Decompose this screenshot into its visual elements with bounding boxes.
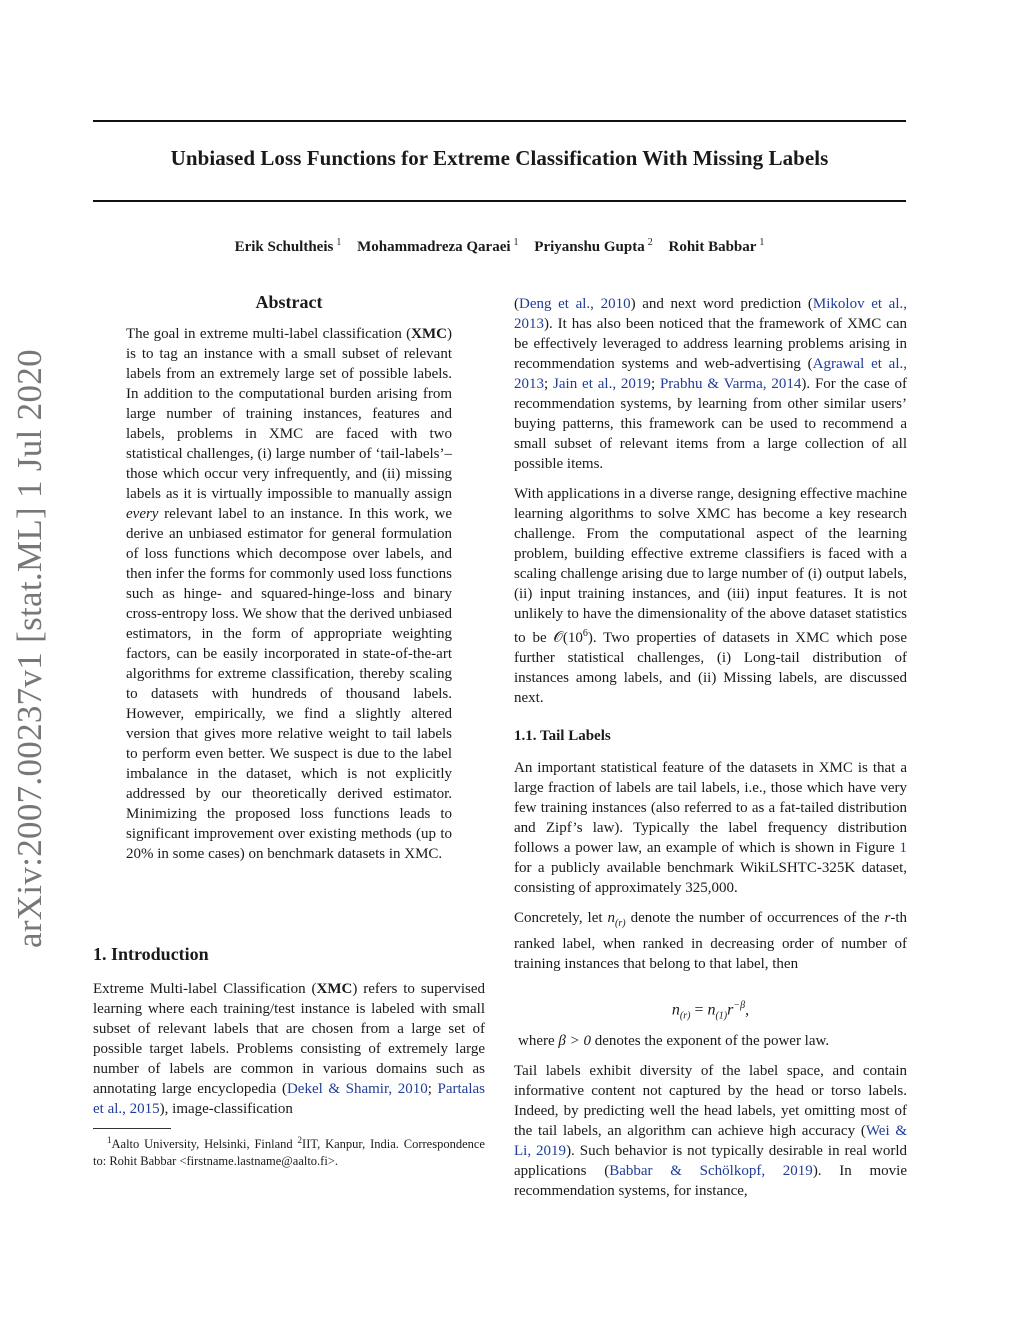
tail-labels-body-2 <box>514 1031 907 1201</box>
citation-link[interactable]: Jain et al., 2019 <box>553 376 651 392</box>
author: Mohammadreza Qaraei $^1$ <box>357 237 519 255</box>
citation-link[interactable]: Dekel & Shamir, 2010 <box>286 1081 428 1097</box>
right-paragraph-2: With applications in a diverse range, designing effective machine learning algorithms to solve XMC has become a key research challenge. From the computational aspect of the learning problem, building effective extreme classifiers is faced with a scaling challenge arising due to large number of (i) output labels, (ii) input training instances, and (iii) input features. It is not unlikely to have the dimensionality of the above dataset statistics to be $𝒪(10^6)$. Two properties of datasets in XMC which pose further statistical challenges, (i) Long-tail distribution of instances among labels, and (ii) Missing labels, are discussed next. <box>514 486 908 706</box>
citation-link[interactable]: Partalas et al., 2015 <box>93 1081 485 1117</box>
tail-paragraph-2: Concretely, let $n_{(r)}$ denote the number of occurrences of the r-th ranked label, when ranked in decreasing order of number of training instances that belong to that label, then <box>514 910 908 972</box>
tail-paragraph-3: Tail labels exhibit diversity of the label space, and contain informative content not captured by the head or torso labels. Indeed, by predicting well the head labels, yet omitting most of the tail labels, an algorithm can achieve high accuracy (Wei & Li, 2019). Such behavior is not typically desirable in real world applications (Babbar & Schölkopf, 2019). In movie recommendation systems, for instance, <box>514 1063 908 1199</box>
affiliation-footnote: $^1$Aalto University, Helsinki, Finland $^2$IIT, Kanpur, India. Correspondence to: Rohit Babbar <firstname.lastname@aalto.fi>. <box>93 1135 485 1169</box>
citation-link[interactable]: Prabhu & Varma, 2014 <box>659 376 802 392</box>
citation-link[interactable]: Deng et al., 2010 <box>519 296 631 312</box>
citation-link[interactable]: Agrawal et al., 2013 <box>514 356 908 392</box>
title-rule-top <box>93 120 906 122</box>
author: Priyanshu Gupta $^2$ <box>534 237 653 255</box>
figure-link[interactable]: 1 <box>899 840 907 856</box>
where-line: where β > 0 denotes the exponent of the power law. <box>518 1033 830 1049</box>
citation-link[interactable]: Babbar & Schölkopf, 2019 <box>609 1163 813 1179</box>
author: Rohit Babbar $^1$ <box>668 237 765 255</box>
author: Erik Schultheis $^1$ <box>234 237 342 255</box>
footnote-rule <box>93 1128 171 1129</box>
right-column-top <box>514 294 907 708</box>
intro-paragraph: Extreme Multi-label Classification (XMC) refers to supervised learning where each training/test instance is labeled with small subset of relevant labels that are chosen from a large set of possible target labels. Problems consisting of extremely large number of labels are common in various domains such as annotating large encyclopedia (Dekel & Shamir, 2010; Partalas et al., 2015), image-classification <box>93 981 485 1117</box>
abstract-paragraph: The goal in extreme multi-label classification (XMC) is to tag an instance with a small subset of relevant labels from an extremely large set of possible labels. In addition to the computational burden arising from large number of training instances, features and labels, problems in XMC are faced with two statistical challenges, (i) large number of ‘tail-labels’– those which occur very infrequently, and (ii) missing labels as it is virtually impossible to manually assign every relevant label to an instance. In this work, we derive an unbiased estimator for general formulation of loss functions which decompose over labels, and then infer the forms for commonly used loss functions such as hinge- and squared-hinge-loss and binary cross-entropy loss. We show that the derived unbiased estimators, in the form of appropriate weighting factors, can be easily incorporated in state-of-the-art algorithms for extreme classification, thereby scaling to datasets with hundreds of thousand labels. However, empirically, we find a slightly altered version that gives more relative weight to tail labels to perform even better. We suspect is due to the label imbalance in the dataset, which is not explicitly addressed by our theoretically derived estimator. Minimizing the proposed loss functions leads to significant improvement over existing methods (up to 20% in some cases) on benchmark datasets in XMC. <box>126 326 452 862</box>
arxiv-identifier: arXiv:2007.00237v1 [stat.ML] 1 Jul 2020 <box>10 349 49 948</box>
title-rule-bottom <box>93 200 906 202</box>
citation-link[interactable]: Mikolov et al., 2013 <box>514 296 907 332</box>
abstract-heading: Abstract <box>255 292 323 312</box>
tail-labels-heading: 1.1. Tail Labels <box>514 728 611 744</box>
tail-paragraph-1: An important statistical feature of the datasets in XMC is that a large fraction of labels are tail labels, i.e., those which have very few training instances (also referred to as a fat-tailed distribution and Zipf’s law). Typically the label frequency distribution follows a power law, an example of which is shown in Figure 1 for a publicly available benchmark WikiLSHTC-325K dataset, consisting of approximately 325,000. <box>514 760 907 896</box>
tail-labels-body <box>514 758 907 974</box>
abstract-body <box>126 324 452 864</box>
citation-link[interactable]: Wei & Li, 2019 <box>514 1123 908 1159</box>
introduction-heading: 1. Introduction <box>93 944 209 964</box>
author-list <box>93 237 906 256</box>
paper-title: Unbiased Loss Functions for Extreme Classification With Missing Labels <box>170 146 829 170</box>
introduction-body <box>93 979 485 1119</box>
power-law-equation: $n_{(r)} = n_{(1)}r^{-\beta}$, <box>671 1000 750 1022</box>
right-paragraph-1: (Deng et al., 2010) and next word prediction (Mikolov et al., 2013). It has also been noticed that the framework of XMC can be effectively leveraged to address learning problems arising in recommendation systems and web-advertising (Agrawal et al., 2013; Jain et al., 2019; Prabhu & Varma, 2014). For the case of recommendation systems, by learning from other similar users’ buying patterns, this framework can be used to recommend a small subset of relevant items from a large collection of all possible items. <box>514 296 908 472</box>
